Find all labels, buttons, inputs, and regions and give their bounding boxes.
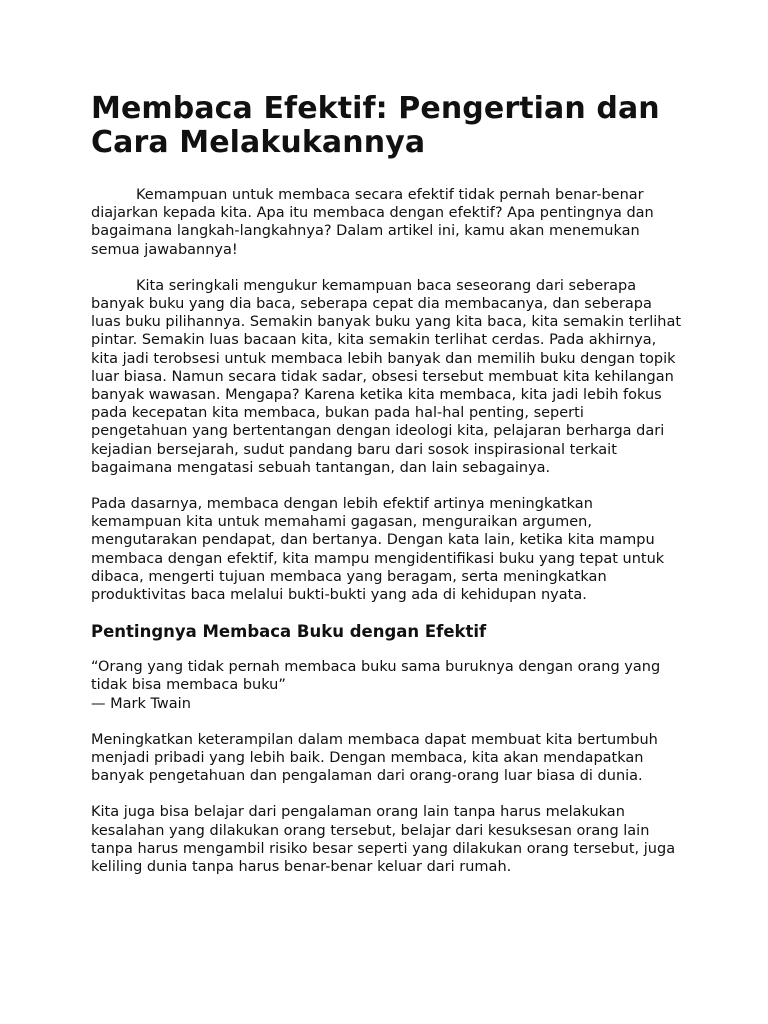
body-paragraph-1: Kita seringkali mengukur kemampuan baca seseorang dari seberapa banyak buku yang dia baca, seberapa cepat dia membacanya, dan seberapa luas buku pilihannya. Semakin banyak buku yang kita baca, kita semakin terlihat pintar. Semakin luas bacaan kita, kita semakin terlihat cerdas. Pada akhirnya, kita jadi terobsesi untuk membaca lebih banyak dan memilih buku dengan topik luar biasa. Namun secara tidak sadar, obsesi tersebut membuat kita kehilangan banyak wawasan. Mengapa? Karena ketika kita membaca, kita jadi lebih fokus pada kecepatan kita membaca, bukan pada hal-hal penting, seperti pengetahuan yang bertentangan dengan ideologi kita, pelajaran berharga dari kejadian bersejarah, sudut pandang baru dari sosok inspirasional terkait bagaimana mengatasi sebuah tantangan, dan lain sebagainya. (91, 277, 682, 476)
document-title: Membaca Efektif: Pengertian dan Cara Melakukannya (91, 91, 660, 160)
document-page (91, 92, 683, 894)
section-heading: Pentingnya Membaca Buku dengan Efektif (91, 622, 487, 642)
section-paragraph-1: Meningkatkan keterampilan dalam membaca dapat membuat kita bertumbuh menjadi pribadi yang lebih baik. Dengan membaca, kita akan mendapatkan banyak pengetahuan dan pengalaman dari orang-orang luar biasa di dunia. (91, 731, 658, 785)
quote-author: — Mark Twain (91, 695, 191, 712)
quote-block (91, 658, 683, 713)
section-paragraph-2: Kita juga bisa belajar dari pengalaman orang lain tanpa harus melakukan kesalahan yang dilakukan orang tersebut, belajar dari kesuksesan orang lain tanpa harus mengambil risiko besar seperti yang dilakukan orang tersebut, juga keliling dunia tanpa harus benar-benar keluar dari rumah. (91, 804, 676, 876)
intro-paragraph: Kemampuan untuk membaca secara efektif tidak pernah benar-benar diajarkan kepada kita. Apa itu membaca dengan efektif? Apa pentingnya dan bagaimana langkah-langkahnya? Dalam artikel ini, kamu akan menemukan semua jawabannya! (91, 187, 654, 258)
body-paragraph-2: Pada dasarnya, membaca dengan lebih efektif artinya meningkatkan kemampuan kita untuk memahami gagasan, menguraikan argumen, mengutarakan pendapat, dan bertanya. Dengan kata lain, ketika kita mampu membaca dengan efektif, kita mampu mengidentifikasi buku yang tepat untuk dibaca, mengerti tujuan membaca yang beragam, serta meningkatkan produktivitas baca melalui bukti-bukti yang ada di kehidupan nyata. (91, 496, 665, 604)
quote-text: “Orang yang tidak pernah membaca buku sama buruknya dengan orang yang tidak bisa membaca buku” (91, 659, 661, 694)
